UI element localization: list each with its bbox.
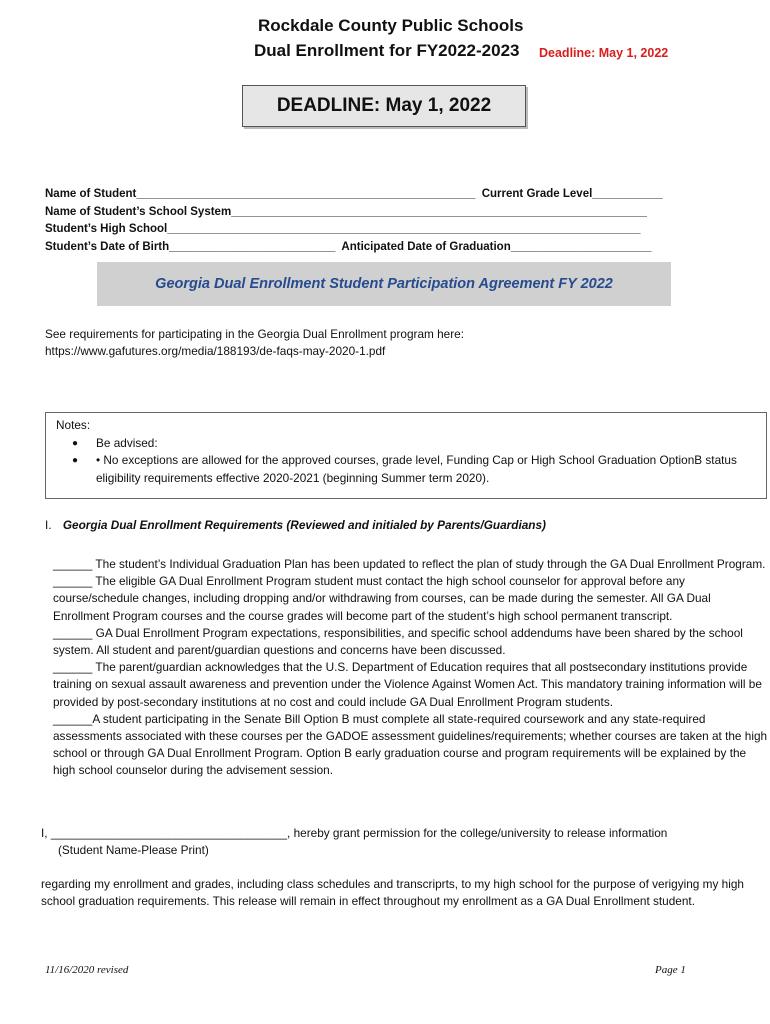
agreement-banner-text: Georgia Dual Enrollment Student Participation Agreement FY 2022 <box>155 276 613 292</box>
requirement-item: ______A student participating in the Senate Bill Option B must complete all state-required coursework and any state-required assessments associated with these courses per the GADOE assessment guidelines/requirements; whether courses are taken at the high school or through GA Dual Enrollment Program. Option B early graduation course and program requirements will be explained by the high school counselor during the advisement session. <box>53 711 768 778</box>
student-info-fields <box>45 186 663 256</box>
deadline-box-text: DEADLINE: May 1, 2022 <box>276 95 492 116</box>
requirement-item: ______ The parent/guardian acknowledges that the U.S. Department of Education requires that all postsecondary institutions provide training on sexual assault awareness and prevention under the Violence Against Women Act. This mandatory training information will be provided by post-secondary institutions at no cost and could include GA Dual Enrollment Program students. <box>53 660 762 709</box>
release-statement: regarding my enrollment and grades, including class schedules and transcriprts, to my high school for the purpose of verigying my high school graduation requirements. This release will remain in effect throughout my enrollment as a GA Dual Enrollment student. <box>41 877 744 909</box>
section-number: I. <box>45 518 52 532</box>
field-school-system[interactable]: Name of Student’s School System_________________________________________________________________ <box>45 205 647 218</box>
section-title: Georgia Dual Enrollment Requirements (Reviewed and initialed by Parents/Guardians) <box>62 518 546 532</box>
note-item: ● Be advised: <box>96 435 756 453</box>
requirements-link[interactable]: https://www.gafutures.org/media/188193/de-faqs-may-2020-1.pdf <box>45 344 386 359</box>
requirements-list <box>53 556 769 780</box>
school-name: Rockdale County Public Schools <box>258 16 524 35</box>
intro-line: See requirements for participating in the Georgia Dual Enrollment program here: <box>45 327 465 341</box>
document-title: Dual Enrollment for FY2022-2023 <box>254 41 520 60</box>
field-student-name-grade[interactable]: Name of Student_____________________________________________________ Current Grade Level___________ <box>45 188 663 200</box>
permission-line[interactable]: I, ____________________________________, hereby grant permission for the college/university to release information <box>41 826 668 840</box>
field-birth-graduation[interactable]: Student’s Date of Birth__________________________ Anticipated Date of Graduation______________________ <box>45 240 652 253</box>
field-high-school[interactable]: Student’s High School__________________________________________________________________________ <box>45 223 641 235</box>
section-heading <box>45 518 546 532</box>
notes-label: Notes: <box>56 418 91 432</box>
revision-date: 11/16/2020 revised <box>45 964 129 976</box>
agreement-banner <box>97 262 671 306</box>
notes-list <box>56 435 756 488</box>
student-name-caption: (Student Name-Please Print) <box>58 843 209 857</box>
requirement-item: ______ The eligible GA Dual Enrollment Program student must contact the high school counselor for approval before any course/schedule changes, including dropping and/or withdrawing from courses, can be made during the semester. All GA Dual Enrollment Program courses and the course grades will become part of the student’s high school permanent transcript. <box>53 574 711 623</box>
deadline-note: Deadline: May 1, 2022 <box>539 46 669 60</box>
page-number: Page 1 <box>655 964 686 976</box>
deadline-box <box>242 85 526 127</box>
note-item: ● • No exceptions are allowed for the approved courses, grade level, Funding Cap or High School Graduation OptionB status eligibility requirements effective 2020-2021 (beginning Summer term 2020). <box>96 452 756 487</box>
requirement-item: ______ The student’s Individual Graduation Plan has been updated to reflect the plan of study through the GA Dual Enrollment Program. <box>53 557 766 571</box>
requirements-intro <box>45 326 464 360</box>
requirement-item: ______ GA Dual Enrollment Program expectations, responsibilities, and specific school addendums have been shared by the school system. All student and parent/guardian questions and concerns have been discussed. <box>53 625 743 658</box>
notes-box <box>45 412 767 499</box>
